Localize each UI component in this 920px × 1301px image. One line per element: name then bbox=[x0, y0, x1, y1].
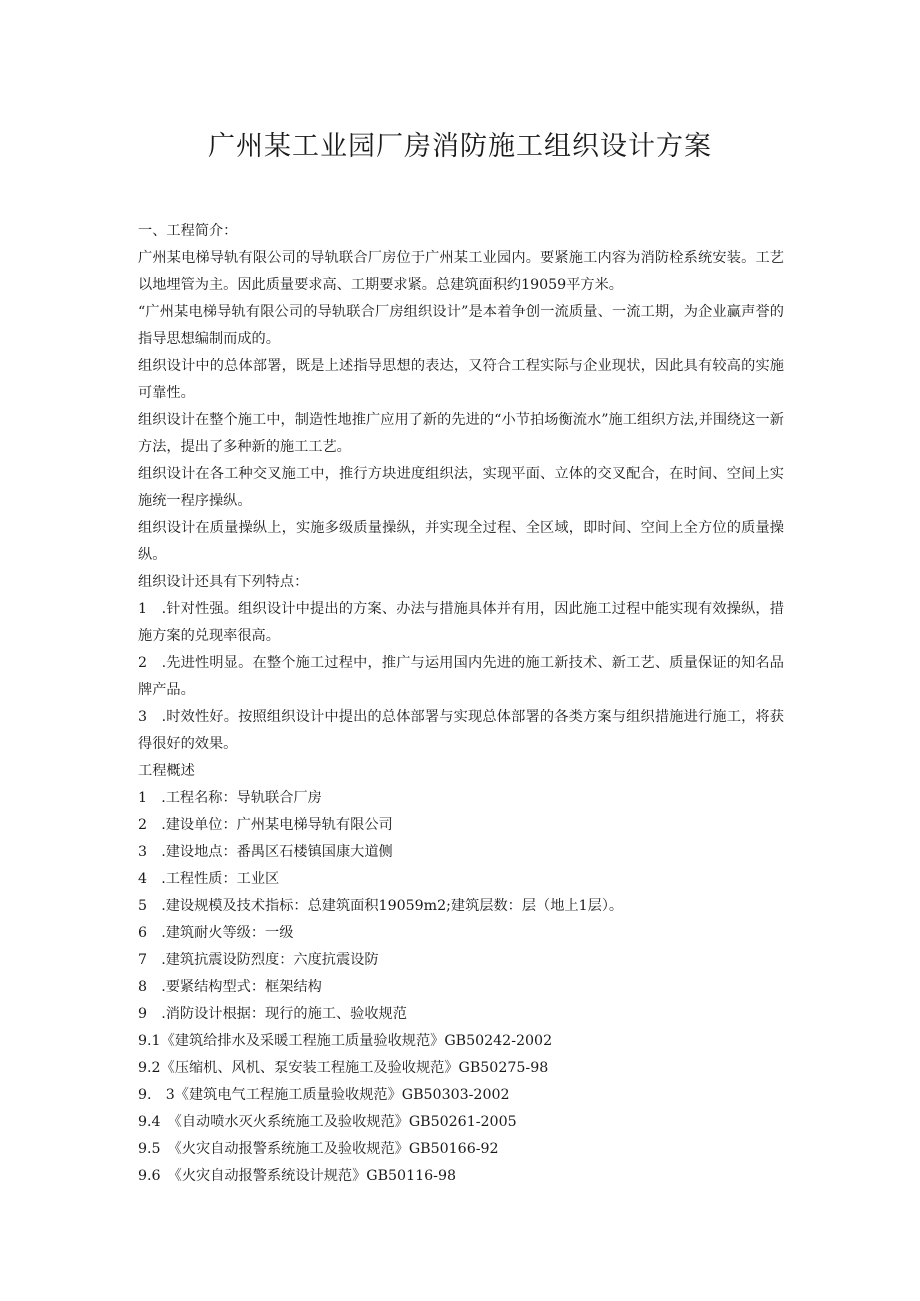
paragraph: “广州某电梯导轨有限公司的导轨联合厂房组织设计”是本着争创一流质量、一流工期，为企业赢声誉的指导思想编制而成的。 bbox=[138, 304, 784, 347]
overview-item: 7 .建筑抗震设防烈度：六度抗震设防 bbox=[138, 952, 379, 968]
standard-item: 9.2《压缩机、风机、泵安装工程施工及验收规范》GB50275-98 bbox=[138, 1060, 549, 1076]
overview-item: 1 .工程名称：导轨联合厂房 bbox=[138, 790, 322, 806]
feature-item: 3 .时效性好。按照组织设计中提出的总体部署与实现总体部署的各类方案与组织措施进行施工，将获得很好的效果。 bbox=[138, 709, 784, 752]
overview-item: 8 .要紧结构型式：框架结构 bbox=[138, 979, 322, 995]
overview-item: 2 .建设单位：广州某电梯导轨有限公司 bbox=[138, 817, 393, 833]
standard-item: 9.5 《火灾自动报警系统施工及验收规范》GB50166-92 bbox=[138, 1141, 499, 1157]
section-heading: 一、工程简介： bbox=[138, 223, 238, 239]
overview-item: 3 .建设地点：番禺区石楼镇国康大道侧 bbox=[138, 844, 393, 860]
standard-item: 9.6 《火灾自动报警系统设计规范》GB50116-98 bbox=[138, 1168, 457, 1184]
paragraph: 组织设计在各工种交叉施工中，推行方块进度组织法，实现平面、立体的交叉配合，在时间、空间上实施统一程序操纵。 bbox=[138, 466, 784, 509]
overview-item: 4 .工程性质：工业区 bbox=[138, 871, 280, 887]
overview-item: 6 .建筑耐火等级：一级 bbox=[138, 925, 294, 941]
feature-item: 2 .先进性明显。在整个施工过程中，推广与运用国内先进的施工新技术、新工艺、质量保证的知名品牌产品。 bbox=[138, 655, 784, 698]
document-title: 广州某工业园厂房消防施工组织设计方案 bbox=[208, 131, 712, 162]
standard-item: 9.1《建筑给排水及采暖工程施工质量验收规范》GB50242-2002 bbox=[138, 1033, 553, 1049]
paragraph: 广州某电梯导轨有限公司的导轨联合厂房位于广州某工业园内。要紧施工内容为消防栓系统安装。工艺以地埋管为主。因此质量要求高、工期要求紧。总建筑面积约19059平方米。 bbox=[138, 250, 784, 293]
overview-item: 9 .消防设计根据：现行的施工、验收规范 bbox=[138, 1006, 407, 1022]
paragraph: 组织设计中的总体部署，既是上述指导思想的表达，又符合工程实际与企业现状，因此具有较高的实施可靠性。 bbox=[138, 358, 784, 401]
paragraph: 组织设计在质量操纵上，实施多级质量操纵，并实现全过程、全区域，即时间、空间上全方位的质量操纵。 bbox=[138, 520, 784, 563]
features-intro: 组织设计还具有下列特点： bbox=[138, 574, 309, 590]
paragraph: 组织设计在整个施工中，制造性地推广应用了新的先进的“小节拍场衡流水”施工组织方法,并围绕这一新方法，提出了多种新的施工工艺。 bbox=[138, 412, 784, 455]
standard-item: 9.4 《自动喷水灭火系统施工及验收规范》GB50261-2005 bbox=[138, 1114, 517, 1130]
overview-heading: 工程概述 bbox=[138, 763, 195, 779]
feature-item: 1 .针对性强。组织设计中提出的方案、办法与措施具体并有用，因此施工过程中能实现有效操纵，措施方案的兑现率很高。 bbox=[138, 601, 784, 644]
overview-item: 5 .建设规模及技术指标：总建筑面积19059m2;建筑层数：层（地上1层）。 bbox=[138, 898, 624, 914]
document-body bbox=[138, 218, 784, 1190]
standard-item: 9. 3《建筑电气工程施工质量验收规范》GB50303-2002 bbox=[138, 1087, 510, 1103]
